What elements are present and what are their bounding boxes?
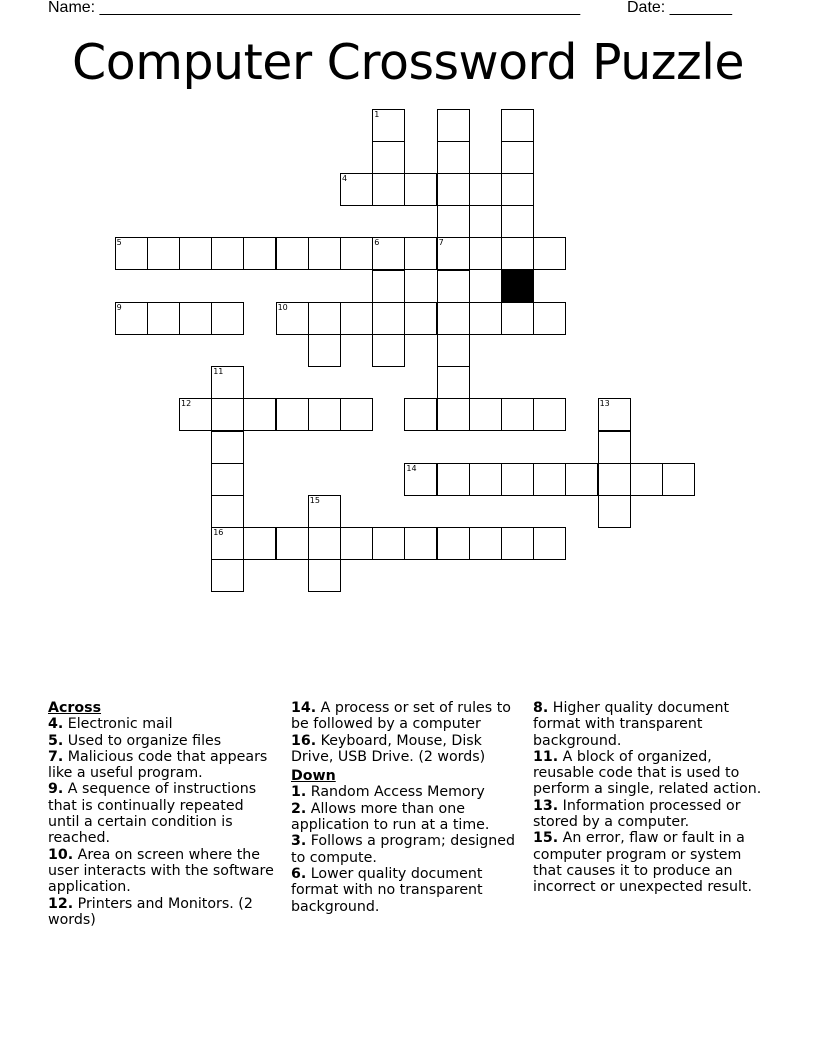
grid-cell[interactable] — [211, 431, 244, 464]
grid-cell[interactable] — [501, 463, 534, 496]
grid-cell[interactable] — [147, 237, 180, 270]
clue-label-number: 7. — [48, 748, 64, 765]
grid-cell[interactable] — [469, 237, 502, 270]
clue-text: Higher quality document format with transparent background. — [533, 700, 730, 749]
clue-text: Random Access Memory — [306, 784, 485, 801]
grid-cell[interactable] — [404, 237, 437, 270]
grid-cell[interactable] — [404, 463, 437, 496]
grid-cell[interactable] — [276, 527, 309, 560]
clue-number: 5 — [116, 238, 122, 248]
grid-cell[interactable] — [179, 302, 212, 335]
clue-text: Malicious code that appears like a useful program. — [48, 748, 268, 782]
grid-cell[interactable] — [598, 463, 631, 496]
grid-cell[interactable] — [276, 302, 309, 335]
clue-number: 7 — [438, 238, 444, 248]
grid-cell[interactable] — [276, 398, 309, 431]
clue-item — [291, 784, 523, 800]
grid-cell[interactable] — [437, 334, 470, 367]
clue-label-number: 9. — [48, 781, 64, 798]
grid-cell[interactable] — [598, 431, 631, 464]
clue-item — [48, 847, 276, 896]
grid-cell[interactable] — [372, 173, 405, 206]
grid-cell[interactable] — [308, 237, 341, 270]
clues-column-2 — [291, 700, 523, 915]
grid-cell[interactable] — [404, 527, 437, 560]
down-clue-list — [291, 784, 523, 914]
clue-item — [291, 733, 523, 766]
grid-cell[interactable] — [243, 237, 276, 270]
clue-label-number: 1. — [291, 784, 307, 801]
clue-item — [533, 700, 773, 749]
grid-cell[interactable] — [211, 527, 244, 560]
clue-label-number: 2. — [291, 800, 307, 817]
grid-cell[interactable] — [211, 302, 244, 335]
clue-item — [48, 781, 276, 846]
clue-label-number: 14. — [291, 700, 317, 716]
grid-cell[interactable] — [533, 398, 566, 431]
grid-cell[interactable] — [211, 495, 244, 528]
clue-text: Information processed or stored by a computer. — [533, 797, 741, 831]
grid-cell[interactable] — [115, 237, 148, 270]
grid-cell[interactable] — [340, 173, 373, 206]
clue-number: 10 — [277, 302, 288, 312]
clue-item — [48, 896, 276, 929]
grid-cell[interactable] — [565, 463, 598, 496]
grid-cell[interactable] — [340, 302, 373, 335]
clue-text: A sequence of instructions that is continually repeated until a certain condition is reached. — [48, 781, 257, 847]
clues-column-1 — [48, 700, 276, 928]
grid-cell[interactable] — [179, 398, 212, 431]
clue-item — [291, 833, 523, 866]
grid-cell[interactable] — [243, 398, 276, 431]
clue-item — [291, 801, 523, 834]
grid-cell[interactable] — [501, 527, 534, 560]
grid-cell[interactable] — [437, 398, 470, 431]
grid-cell[interactable] — [437, 527, 470, 560]
clue-text: Area on screen where the user interacts with the software application. — [48, 846, 274, 896]
grid-cell[interactable] — [437, 302, 470, 335]
clues-column-3 — [533, 700, 773, 896]
grid-cell[interactable] — [501, 109, 534, 142]
clue-number: 11 — [213, 367, 224, 377]
grid-cell[interactable] — [533, 302, 566, 335]
name-field[interactable]: Name: ______________________________________________________ — [48, 0, 581, 16]
grid-cell[interactable] — [308, 302, 341, 335]
grid-cell[interactable] — [469, 463, 502, 496]
grid-cell[interactable] — [340, 398, 373, 431]
grid-cell[interactable] — [533, 237, 566, 270]
grid-cell[interactable] — [437, 237, 470, 270]
clue-text: A process or set of rules to be followed by a computer — [291, 700, 511, 733]
clue-label-number: 6. — [291, 865, 307, 882]
blocked-cell — [501, 270, 534, 303]
across-heading: Across — [48, 700, 102, 716]
clue-number: 13 — [599, 399, 610, 409]
grid-cell[interactable] — [211, 366, 244, 399]
clue-label-number: 4. — [48, 716, 64, 733]
grid-cell[interactable] — [501, 141, 534, 174]
clue-text: Follows a program; designed to compute. — [291, 833, 516, 866]
down-heading: Down — [291, 768, 336, 785]
clue-item — [533, 830, 773, 895]
clue-text: Electronic mail — [63, 716, 173, 733]
grid-cell[interactable] — [501, 302, 534, 335]
clue-label-number: 16. — [291, 732, 317, 749]
clue-item — [48, 749, 276, 782]
date-field[interactable]: Date: _______ — [627, 0, 732, 16]
grid-cell[interactable] — [469, 302, 502, 335]
grid-cell[interactable] — [372, 527, 405, 560]
clue-number: 4 — [342, 174, 348, 183]
grid-cell[interactable] — [340, 527, 373, 560]
across-clue-list-continued — [291, 700, 523, 765]
grid-cell[interactable] — [437, 366, 470, 399]
grid-cell[interactable] — [147, 302, 180, 335]
grid-cell[interactable] — [404, 173, 437, 206]
grid-cell[interactable] — [308, 495, 341, 528]
clue-item — [48, 733, 276, 749]
grid-cell[interactable] — [662, 463, 695, 496]
clue-text: A block of organized, reusable code that is used to perform a single, related action. — [533, 748, 762, 798]
clue-number: 16 — [213, 528, 224, 538]
clue-number: 14 — [406, 463, 417, 473]
grid-cell[interactable] — [437, 463, 470, 496]
clue-number: 15 — [309, 496, 320, 505]
clue-label-number: 3. — [291, 833, 307, 850]
across-clue-list — [48, 716, 276, 928]
clue-text: Lower quality document format with no transparent background. — [291, 865, 483, 915]
grid-cell[interactable] — [211, 559, 244, 592]
clue-number: 1 — [374, 109, 380, 119]
grid-cell[interactable] — [243, 527, 276, 560]
clue-item — [533, 749, 773, 798]
clue-text: Allows more than one application to run at a time. — [291, 800, 490, 834]
grid-cell[interactable] — [501, 237, 534, 270]
grid-cell[interactable] — [372, 334, 405, 367]
grid-cell[interactable] — [372, 109, 405, 142]
grid-cell[interactable] — [340, 237, 373, 270]
grid-cell[interactable] — [533, 527, 566, 560]
grid-cell[interactable] — [211, 237, 244, 270]
grid-cell[interactable] — [437, 173, 470, 206]
grid-cell[interactable] — [404, 302, 437, 335]
grid-cell[interactable] — [308, 559, 341, 592]
grid-cell[interactable] — [372, 237, 405, 270]
grid-cell[interactable] — [533, 463, 566, 496]
grid-cell[interactable] — [437, 109, 470, 142]
clue-label-number: 8. — [533, 700, 549, 716]
clue-item — [48, 716, 276, 732]
down-clue-list-continued — [533, 700, 773, 896]
clue-label-number: 13. — [533, 797, 559, 814]
grid-cell[interactable] — [372, 270, 405, 303]
grid-cell[interactable] — [308, 334, 341, 367]
clue-text: Used to organize files — [63, 732, 222, 749]
grid-cell[interactable] — [308, 527, 341, 560]
clue-number: 6 — [374, 238, 380, 248]
grid-cell[interactable] — [308, 398, 341, 431]
grid-cell[interactable] — [469, 398, 502, 431]
clue-label-number: 12. — [48, 895, 74, 912]
grid-cell[interactable] — [372, 141, 405, 174]
clue-item — [291, 700, 523, 733]
clue-label-number: 11. — [533, 748, 559, 765]
grid-cell[interactable] — [437, 141, 470, 174]
grid-cell[interactable] — [598, 495, 631, 528]
clue-label-number: 5. — [48, 732, 64, 749]
grid-cell[interactable] — [115, 302, 148, 335]
clue-item — [291, 866, 523, 915]
clue-item — [533, 798, 773, 831]
clue-text: An error, flaw or fault in a computer program or system that causes it to produce an incorrect or unexpected result. — [533, 830, 752, 896]
grid-cell[interactable] — [598, 398, 631, 431]
grid-cell[interactable] — [501, 398, 534, 431]
grid-cell[interactable] — [501, 173, 534, 206]
grid-cell[interactable] — [630, 463, 663, 496]
grid-cell[interactable] — [211, 398, 244, 431]
grid-cell[interactable] — [501, 205, 534, 238]
clue-number: 12 — [181, 399, 192, 409]
grid-cell[interactable] — [276, 237, 309, 270]
grid-cell[interactable] — [211, 463, 244, 496]
clue-label-number: 15. — [533, 830, 559, 847]
clue-label-number: 10. — [48, 846, 74, 863]
grid-cell[interactable] — [404, 398, 437, 431]
grid-cell[interactable] — [469, 173, 502, 206]
page-title: Computer Crossword Puzzle — [72, 34, 744, 91]
clue-text: Keyboard, Mouse, Disk Drive, USB Drive. (2 words) — [291, 732, 486, 765]
grid-cell[interactable] — [179, 237, 212, 270]
grid-cell[interactable] — [437, 270, 470, 303]
grid-cell[interactable] — [372, 302, 405, 335]
grid-cell[interactable] — [437, 205, 470, 238]
grid-cell[interactable] — [469, 527, 502, 560]
clue-text: Printers and Monitors. (2 words) — [48, 895, 253, 928]
clue-number: 9 — [116, 302, 122, 312]
